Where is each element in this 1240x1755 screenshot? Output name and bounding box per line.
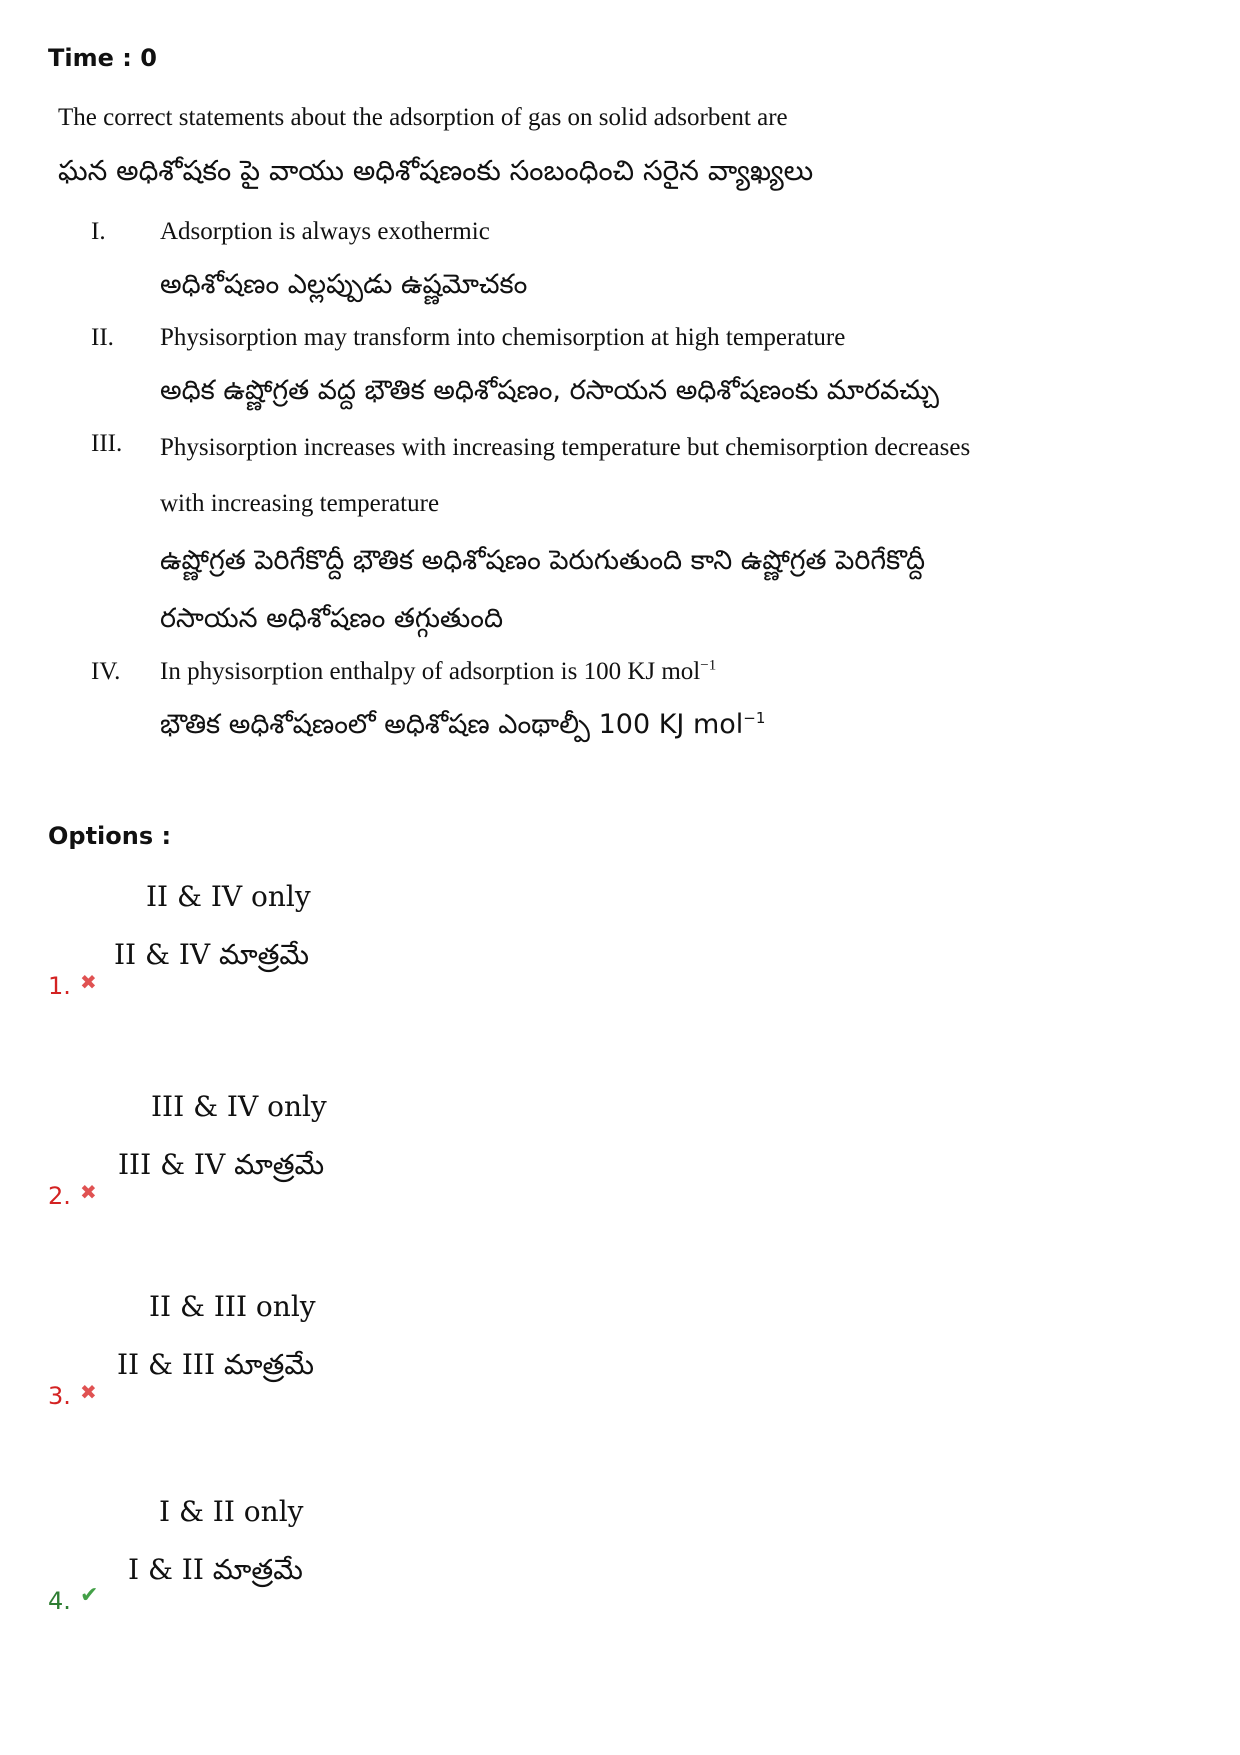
option-number: 2.: [48, 1182, 71, 1210]
option-number: 4.: [48, 1587, 71, 1615]
statement-2: [58, 314, 1158, 420]
option-text-en: III & IV only: [151, 1090, 327, 1123]
statement-number: II.: [91, 324, 114, 351]
option-number: 3.: [48, 1382, 71, 1410]
option-text-te: II & IV మాత్రమే: [114, 938, 310, 971]
statement-en: Adsorption is always exothermic: [160, 218, 490, 245]
statement-en: Physisorption increases with increasing temperature but chemisorption decreases with increasing temperature: [160, 434, 971, 517]
superscript: −1: [700, 657, 717, 674]
wrong-icon: ✖: [80, 1380, 97, 1404]
option-text-te: II & III మాత్రమే: [117, 1348, 314, 1381]
option-4[interactable]: [48, 1495, 648, 1645]
option-text-en: I & II only: [159, 1495, 304, 1528]
superscript: −1: [743, 709, 766, 727]
option-1[interactable]: [48, 880, 648, 1030]
statement-te: అధిశోషణం ఎల్లప్పుడు ఉష్ణమోచకం: [160, 269, 528, 300]
wrong-icon: ✖: [80, 970, 97, 994]
option-text-en: II & IV only: [146, 880, 311, 913]
statement-number: I.: [91, 218, 106, 245]
statement-number: III.: [91, 430, 123, 457]
statement-en: Physisorption may transform into chemisorption at high temperature: [160, 324, 846, 351]
statement-number: IV.: [91, 658, 121, 685]
check-icon: ✔: [80, 1583, 99, 1608]
statement-4: [58, 648, 1158, 754]
options-label: Options :: [48, 822, 172, 850]
statement-3: [58, 420, 1158, 648]
statement-en-text: In physisorption enthalpy of adsorption is 100 KJ mol: [160, 658, 701, 685]
time-label: Time : 0: [48, 44, 157, 72]
question-stem-en: The correct statements about the adsorption of gas on solid adsorbent are: [58, 104, 788, 131]
option-number: 1.: [48, 972, 71, 1000]
statement-1: [58, 208, 1158, 314]
statement-te-text: భౌతిక అధిశోషణంలో అధిశోషణ ఎంథాల్పీ 100 KJ mol: [160, 709, 744, 740]
option-text-te: I & II మాత్రమే: [128, 1553, 303, 1586]
option-text-en: II & III only: [149, 1290, 316, 1323]
question-stem-te: ఘన అధిశోషకం పై వాయు అధిశోషణంకు సంబంధించి సరైన వ్యాఖ్యలు: [58, 154, 814, 187]
option-text-te: III & IV మాత్రమే: [118, 1148, 325, 1181]
option-3[interactable]: [48, 1290, 648, 1440]
statement-te: [160, 696, 980, 754]
statement-te: అధిక ఉష్ణోగ్రత వద్ద భౌతిక అధిశోషణం, రసాయన అధిశోషణంకు మారవచ్చు: [160, 375, 939, 406]
statement-en: [160, 648, 980, 696]
option-2[interactable]: [48, 1090, 648, 1240]
statement-te: ఉష్ణోగ్రత పెరిగేకొద్దీ భౌతిక అధిశోషణం పెరుగుతుంది కాని ఉష్ణోగ్రత పెరిగేకొద్దీ రసాయన అధిశోషణం తగ్గుతుంది: [160, 545, 926, 634]
question-block: [58, 98, 1158, 754]
wrong-icon: ✖: [80, 1180, 97, 1204]
